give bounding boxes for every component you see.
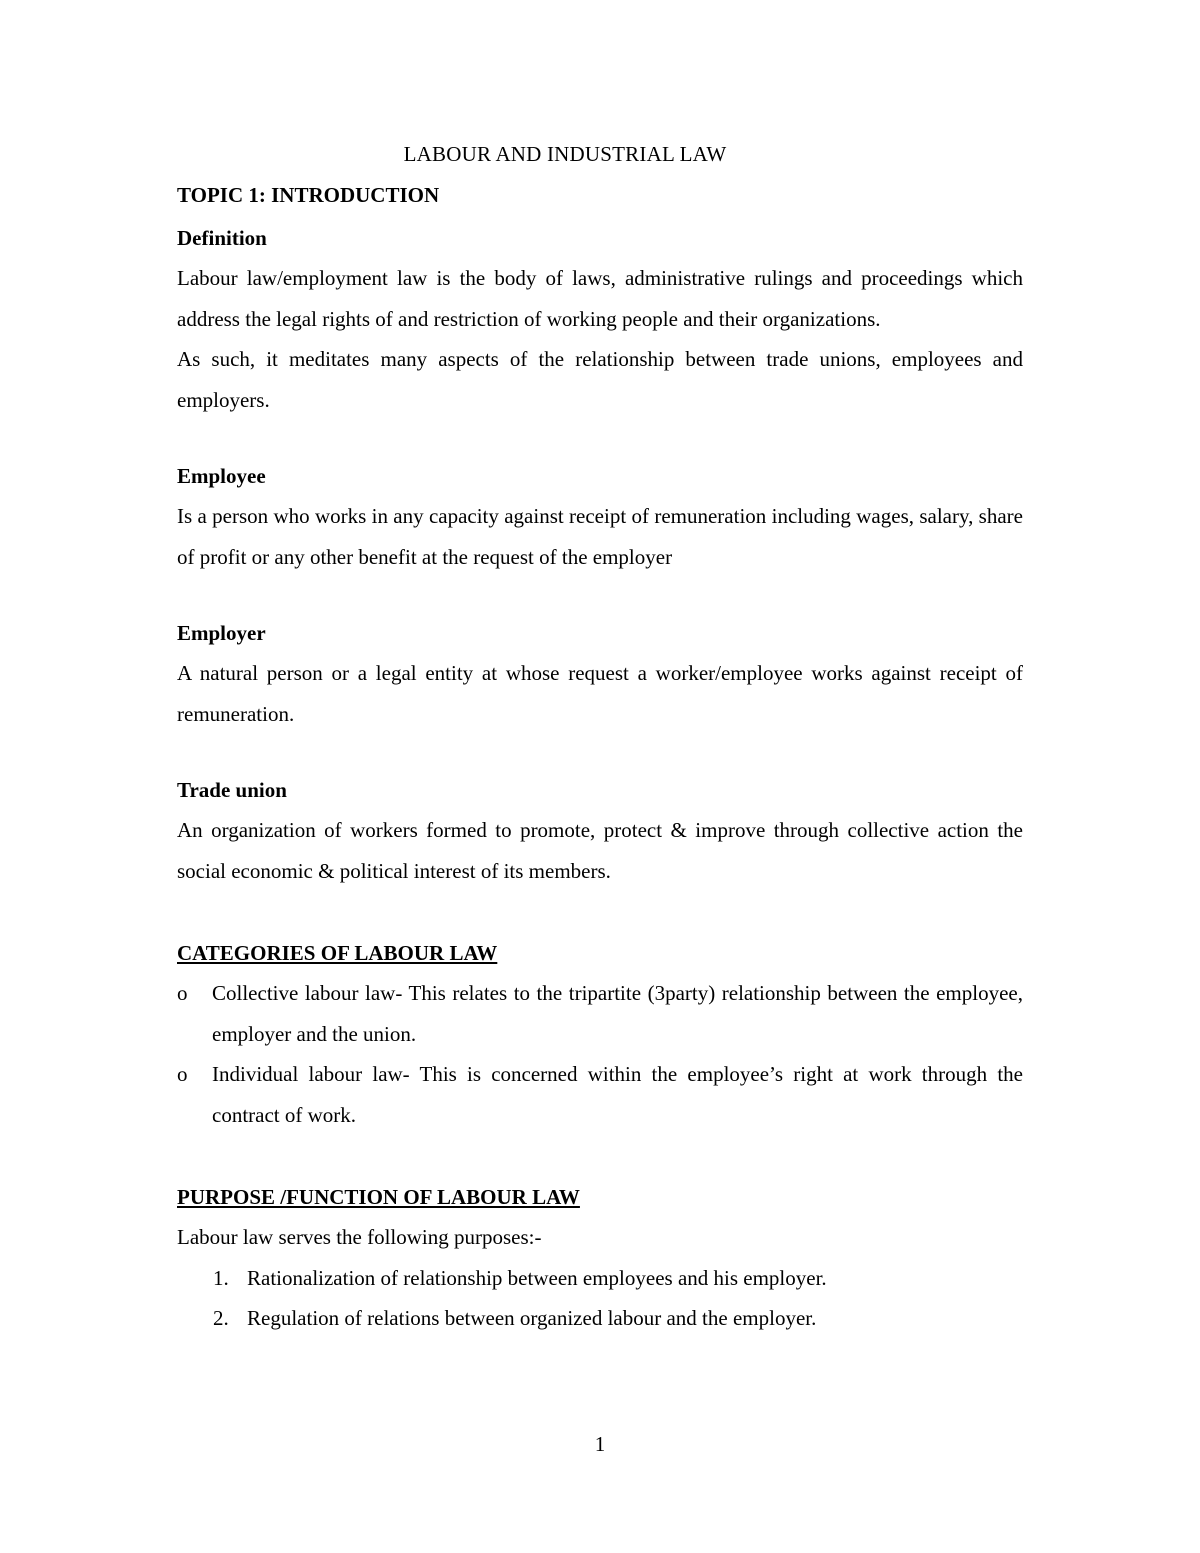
bullet-marker: o [177,981,188,1005]
purpose-intro: Labour law serves the following purposes:- [177,1225,542,1249]
list-item [177,1258,1023,1299]
definition-heading: Definition [177,226,267,250]
list-item [177,1054,1023,1135]
categories-heading: CATEGORIES OF LABOUR LAW [177,941,498,965]
employer-definition: A natural person or a legal entity at whose request a worker/employee works against receipt of remuneration. [177,661,1023,726]
list-item [177,1298,1023,1339]
bullet-marker: o [177,1062,188,1086]
definition-paragraph-1: Labour law/employment law is the body of laws, administrative rulings and proceedings which address the legal rights of and restriction of working people and their organizations. [177,266,1023,331]
topic-heading: TOPIC 1: INTRODUCTION [177,183,440,207]
purpose-item-text: Rationalization of relationship between employees and his employer. [247,1265,827,1290]
purpose-list [177,1258,1023,1339]
employee-definition: Is a person who works in any capacity against receipt of remuneration including wages, salary, share of profit or any other benefit at the request of the employer [177,504,1023,569]
employee-heading: Employee [177,464,266,488]
document-title: LABOUR AND INDUSTRIAL LAW [403,142,727,166]
page-number: 1 [594,1432,606,1456]
list-number: 2. [213,1306,229,1330]
category-collective: Collective labour law- This relates to the tripartite (3party) relationship between the employee, employer and the union. [212,981,1023,1046]
list-item [177,973,1023,1054]
purpose-heading: PURPOSE /FUNCTION OF LABOUR LAW [177,1185,580,1209]
document-body [177,224,1023,1339]
definition-paragraph-2: As such, it meditates many aspects of the relationship between trade unions, employees and employers. [177,347,1023,412]
list-number: 1. [213,1265,229,1290]
category-individual: Individual labour law- This is concerned within the employee’s right at work through the contract of work. [212,1062,1023,1127]
trade-union-definition: An organization of workers formed to promote, protect & improve through collective action the social economic & political interest of its members. [177,818,1023,883]
purpose-item-text: Regulation of relations between organized labour and the employer. [247,1306,817,1330]
employer-heading: Employer [177,621,266,645]
categories-list [177,973,1023,1135]
trade-union-heading: Trade union [177,778,287,802]
